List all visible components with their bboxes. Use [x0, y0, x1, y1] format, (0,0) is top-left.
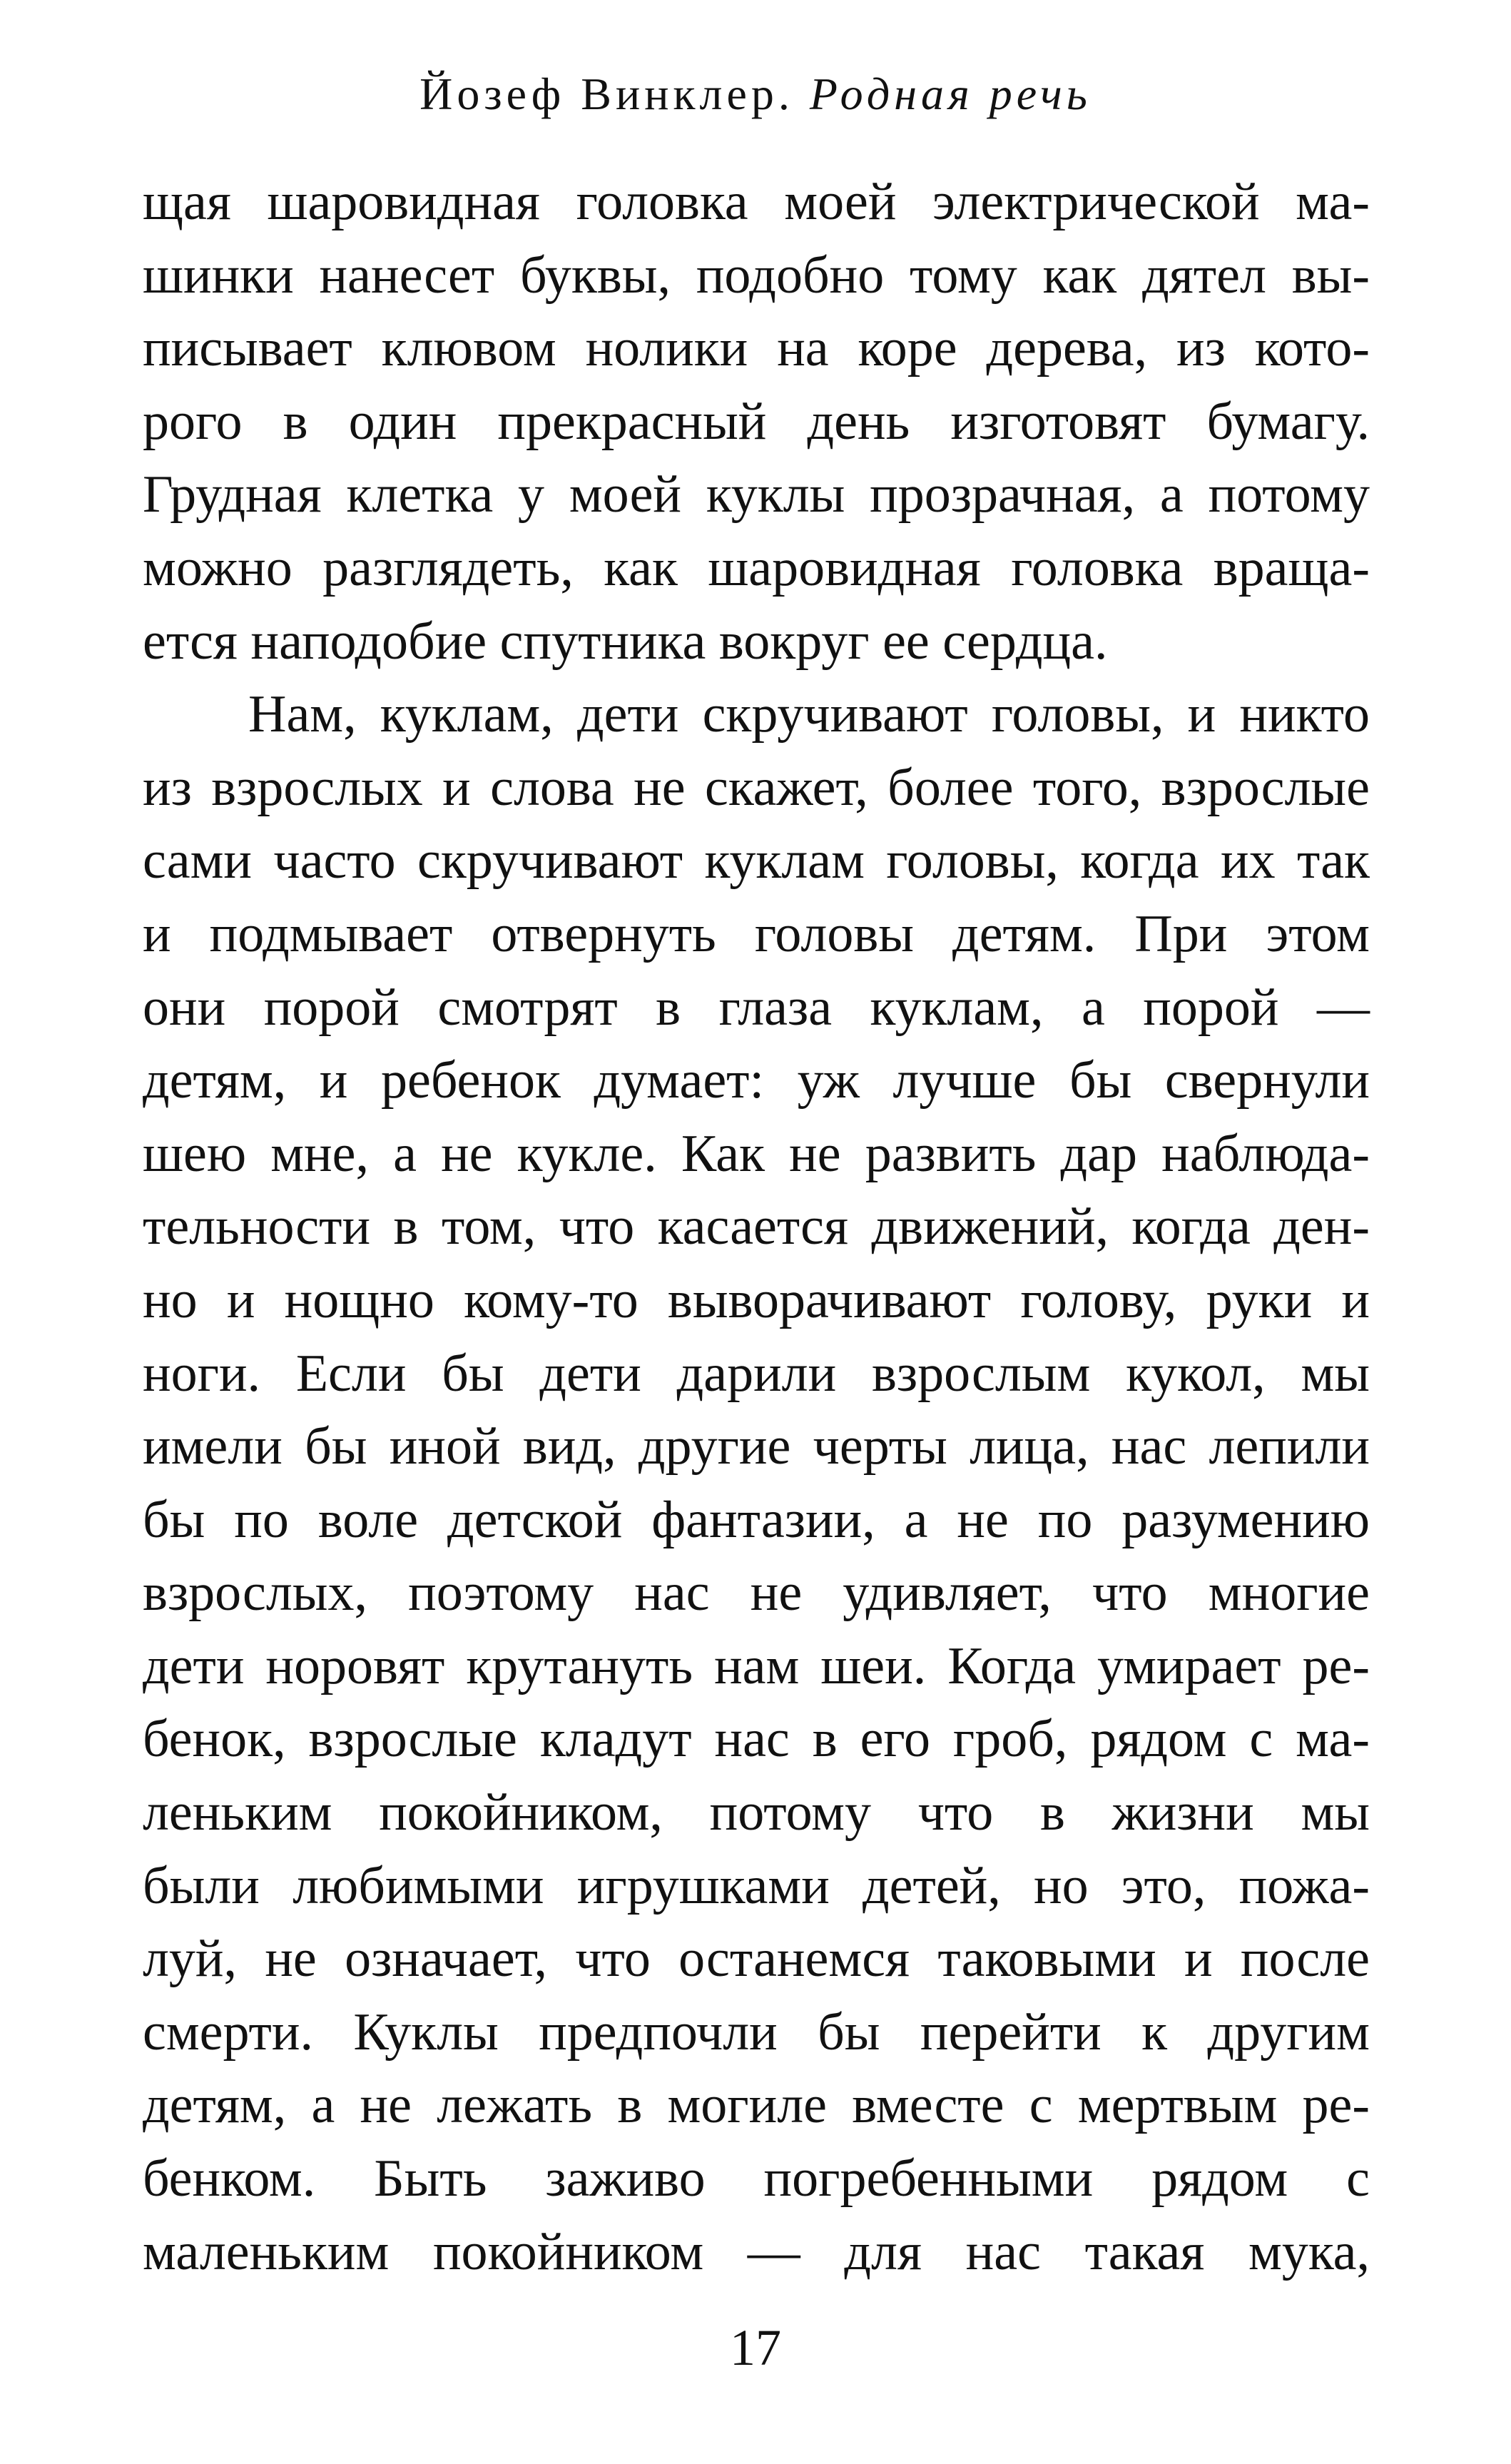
running-head-author: Йозеф Винклер.	[419, 69, 794, 119]
running-head	[0, 66, 1511, 123]
text-line: бенок, взрослые кладут нас в его гроб, рядом с ма-	[143, 1710, 1370, 1769]
text-line: бы по воле детской фантазии, а не по разумению	[143, 1490, 1370, 1549]
text-line: смерти. Куклы предпочли бы перейти к другим	[143, 2002, 1370, 2062]
body-text	[143, 166, 1370, 2288]
text-line: были любимыми игрушками детей, но это, пожа-	[143, 1856, 1370, 1915]
page-number: 17	[730, 2319, 781, 2376]
text-line: Грудная клетка у моей куклы прозрачная, а потому	[143, 465, 1370, 524]
text-line: ется наподобие спутника вокруг ее сердца.	[143, 612, 1108, 671]
text-line: взрослых, поэтому нас не удивляет, что многие	[143, 1563, 1370, 1623]
text-line: луй, не означает, что останемся таковыми и после	[143, 1930, 1370, 1989]
text-line: дети норовят крутануть нам шеи. Когда умирает ре-	[143, 1636, 1370, 1695]
text-line: писывает клювом нолики на коре дерева, из кото-	[143, 319, 1370, 378]
text-line: бенком. Быть заживо погребенными рядом с	[143, 2149, 1370, 2209]
text-line: леньким покойником, потому что в жизни мы	[143, 1783, 1370, 1842]
text-line: но и нощно кому-то выворачивают голову, руки и	[143, 1270, 1370, 1329]
text-line: шею мне, а не кукле. Как не развить дар наблюда-	[143, 1124, 1370, 1183]
text-line: детям, и ребенок думает: уж лучше бы свернули	[143, 1051, 1370, 1110]
text-line: и подмывает отвернуть головы детям. При этом	[143, 904, 1370, 963]
text-line: имели бы иной вид, другие черты лица, нас лепили	[143, 1417, 1370, 1476]
text-line: рого в один прекрасный день изготовят бумагу.	[143, 392, 1370, 451]
text-line: можно разглядеть, как шаровидная головка враща-	[143, 538, 1370, 597]
text-line: они порой смотрят в глаза куклам, а порой —	[143, 978, 1370, 1037]
text-line: из взрослых и слова не скажет, более того, взрослые	[143, 758, 1370, 817]
text-line: тельности в том, что касается движений, когда ден-	[143, 1197, 1370, 1257]
text-line: маленьким покойником — для нас такая мука,	[143, 2222, 1370, 2281]
text-line: ноги. Если бы дети дарили взрослым кукол, мы	[143, 1344, 1370, 1403]
text-line: щая шаровидная головка моей электрической ма-	[143, 173, 1370, 231]
text-line: Нам, куклам, дети скручивают головы, и никто	[248, 685, 1370, 744]
text-line: шинки нанесет буквы, подобно тому как дятел вы-	[143, 245, 1370, 305]
running-head-title: Родная речь	[809, 69, 1092, 119]
text-line: сами часто скручивают куклам головы, когда их так	[143, 831, 1370, 891]
text-line: детям, а не лежать в могиле вместе с мертвым ре-	[143, 2076, 1370, 2135]
